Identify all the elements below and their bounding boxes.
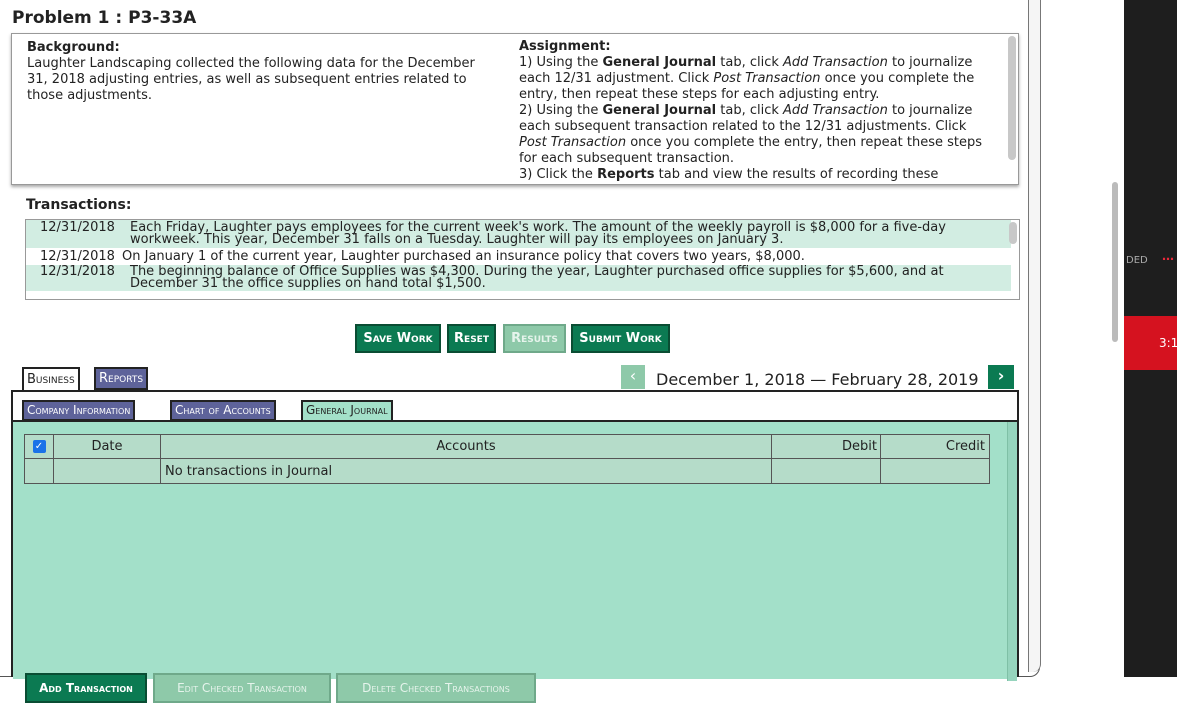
select-all-checkbox[interactable] — [25, 435, 54, 459]
results-button[interactable]: Results — [503, 324, 566, 353]
side-panel — [1124, 0, 1177, 677]
instructions-scrollbar[interactable] — [1008, 36, 1016, 160]
row-checkbox-cell — [25, 459, 54, 484]
journal-table — [24, 434, 990, 484]
background-page — [1042, 0, 1124, 677]
assignment-heading: Assignment: — [519, 39, 611, 54]
transactions-scrollbar[interactable] — [1009, 222, 1017, 244]
chevron-left-icon[interactable]: ‹ — [621, 365, 645, 389]
date-range: December 1, 2018 — February 28, 2019 — [656, 370, 979, 389]
column-date: Date — [54, 435, 161, 459]
tab-business[interactable]: Business — [22, 367, 80, 392]
tab-chart-of-accounts[interactable]: Chart of Accounts — [170, 400, 276, 421]
instructions-box — [11, 33, 1019, 185]
edit-checked-transaction-button[interactable]: Edit Checked Transaction — [153, 673, 331, 703]
journal-scrollbar[interactable] — [1007, 422, 1017, 681]
save-work-button[interactable]: Save Work — [355, 324, 441, 353]
assignment-step-1: 1) Using the General Journal tab, click Add Transaction to journalize each 12/31 adjustment. Click Post Transaction once you complete the entry, then repeat these steps for each adjusting entry. — [519, 55, 975, 102]
transactions-heading: Transactions: — [26, 197, 132, 213]
background-section — [27, 40, 497, 104]
journal-header-row — [25, 435, 990, 459]
page-scrollbar[interactable] — [1112, 182, 1118, 342]
problem-title: Problem 1 : P3-33A — [12, 8, 197, 28]
empty-journal-message: No transactions in Journal — [161, 459, 772, 484]
timer-badge: 3:1 — [1124, 316, 1177, 370]
list-item: 12/31/2018 The beginning balance of Office Supplies was $4,300. During the year, Laughter purchased office supplies for $5,600, and at December 31 the office supplies on hand total $1,500. — [26, 265, 1011, 291]
tab-reports[interactable]: Reports — [94, 367, 148, 390]
business-panel — [11, 390, 1019, 695]
delete-checked-transactions-button[interactable]: Delete Checked Transactions — [336, 673, 536, 703]
assignment-step-2: 2) Using the General Journal tab, click Add Transaction to journalize each subsequent transaction related to the 12/31 adjustments. Click Post Transaction once you complete the entry, then repeat these steps for each subsequent transaction. — [519, 103, 982, 166]
tab-general-journal[interactable]: General Journal — [301, 400, 393, 422]
add-transaction-button[interactable]: Add Transaction — [25, 673, 147, 703]
assignment-step-3: 3) Click the Reports tab and view the results of recording these — [519, 167, 939, 182]
assignment-section — [519, 39, 989, 183]
reset-button[interactable]: Reset — [447, 324, 496, 353]
column-credit: Credit — [881, 435, 990, 459]
checkbox-checked-icon[interactable]: ✓ — [33, 440, 46, 453]
window-scroll-rail — [1028, 0, 1041, 672]
list-item: 12/31/2018 Each Friday, Laughter pays employees for the current week's work. The amount of the weekly payroll is $8,000 for a five-day workweek. This year, December 31 falls on a Tuesday. Laughter will pay its employees on January 3. — [26, 220, 1011, 248]
more-icon[interactable]: ⋯ — [1162, 252, 1174, 266]
column-debit: Debit — [772, 435, 881, 459]
side-panel-label: DED — [1126, 255, 1148, 266]
background-text: Laughter Landscaping collected the following data for the December 31, 2018 adjusting entries, as well as subsequent entries related to those adjustments. — [27, 56, 475, 103]
row-debit-cell — [772, 459, 881, 484]
transactions-list — [25, 219, 1020, 300]
submit-work-button[interactable]: Submit Work — [571, 324, 670, 353]
table-row — [25, 459, 990, 484]
general-journal-area — [13, 420, 1017, 695]
subtab-bar — [13, 392, 1017, 420]
row-credit-cell — [881, 459, 990, 484]
row-date-cell — [54, 459, 161, 484]
chevron-right-icon[interactable]: › — [988, 365, 1014, 389]
background-heading: Background: — [27, 40, 120, 55]
tab-company-information[interactable]: Company Information — [22, 400, 135, 421]
column-accounts: Accounts — [161, 435, 772, 459]
list-item: 12/31/2018 On January 1 of the current year, Laughter purchased an insurance policy that covers two years, $8,000. — [40, 249, 805, 264]
